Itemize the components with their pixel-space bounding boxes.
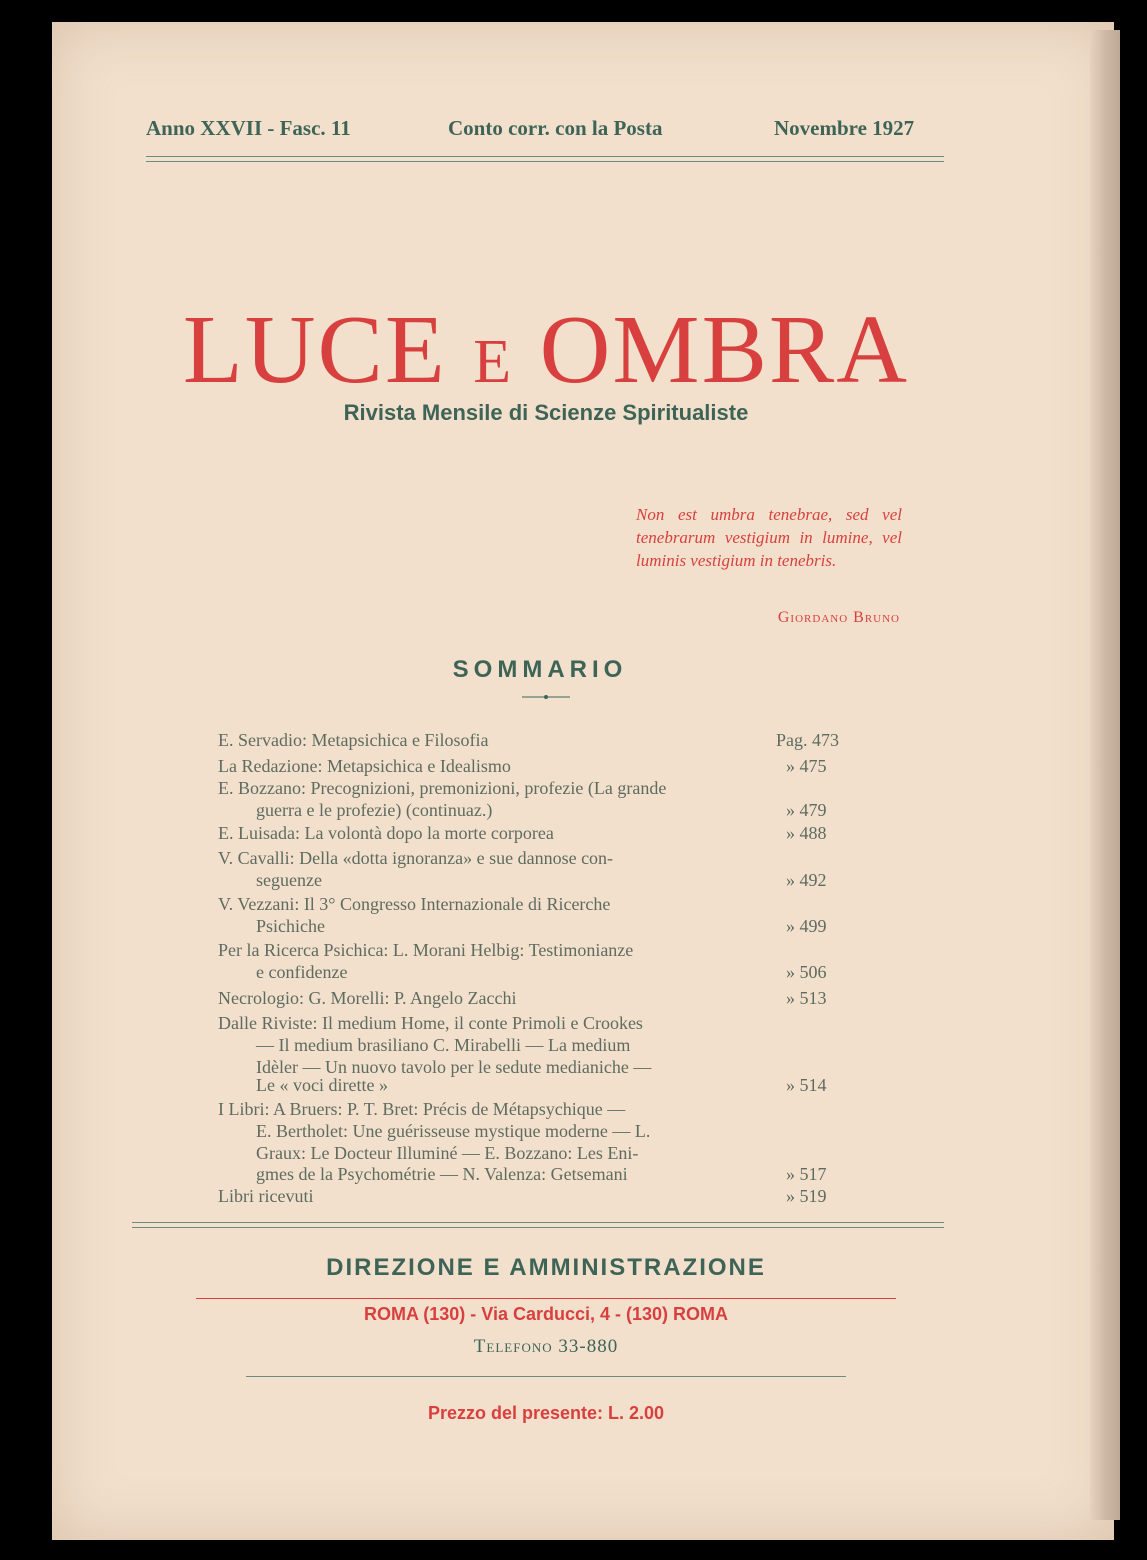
toc-entry: Graux: Le Docteur Illuminé — E. Bozzano: Les Eni- [256, 1143, 639, 1163]
toc-page-number: » 499 [786, 916, 827, 936]
toc-page-number: » 514 [786, 1075, 827, 1095]
toc-entry: V. Cavalli: Della «dotta ignoranza» e sue dannose con- [218, 848, 614, 868]
toc-entry: Per la Ricerca Psichica: L. Morani Helbig: Testimonianze [218, 940, 634, 960]
toc-entry: E. Bozzano: Precognizioni, premonizioni, profezie (La grande [218, 778, 667, 798]
toc-entry: Dalle Riviste: Il medium Home, il conte Primoli e Crookes [218, 1013, 643, 1033]
direction-heading: DIREZIONE E AMMINISTRAZIONE [326, 1254, 766, 1281]
motto-text: Non est umbra tenebrae, sed vel tenebrarum vestigium in lumine, vel luminis vestigium in tenebris. [636, 505, 902, 570]
toc-entry: E. Bertholet: Une guérisseuse mystique moderne — L. [256, 1121, 651, 1141]
address: ROMA (130) - Via Carducci, 4 - (130) ROMA [363, 1304, 729, 1324]
phone-rule [246, 1376, 846, 1377]
header-rule-bottom [146, 161, 944, 162]
toc-entry: gmes de la Psychométrie — N. Valenza: Getsemani [256, 1164, 628, 1184]
toc-entry: La Redazione: Metapsichica e Idealismo [218, 756, 511, 776]
motto-author: Giordano Bruno [777, 609, 900, 626]
toc-page-number: » 492 [786, 870, 827, 890]
toc-entry: e confidenze [256, 962, 348, 982]
toc-entry: Le « voci dirette » [256, 1075, 388, 1095]
toc-page-number: » 513 [786, 988, 827, 1008]
toc-page-number: » 488 [786, 823, 827, 843]
title-luce: LUCE [182, 296, 447, 404]
toc-page-number: » 506 [786, 962, 827, 982]
postal-note: Conto corr. con la Posta [448, 116, 663, 140]
footer-rule-top [132, 1222, 944, 1223]
phone: Telefono 33-880 [473, 1336, 619, 1357]
title-e: E [473, 328, 514, 396]
header-rule-top [146, 156, 944, 157]
ornament-divider-icon [522, 695, 570, 699]
toc-entry: seguenze [256, 870, 322, 890]
masthead-title [146, 294, 946, 406]
footer-rule-bottom [132, 1227, 944, 1228]
toc-entry: E. Servadio: Metapsichica e Filosofia [218, 730, 489, 750]
toc-entry: guerra e le profezie) (continuaz.) [256, 800, 493, 820]
issue-date: Novembre 1927 [774, 116, 915, 140]
cover-spine-edge [1090, 30, 1120, 1520]
title-ombra: OMBRA [539, 296, 910, 404]
toc-page-number: » 517 [786, 1164, 827, 1184]
toc-entry: Idèler — Un nuovo tavolo per le sedute medianiche — [256, 1057, 652, 1077]
toc-entry: Necrologio: G. Morelli: P. Angelo Zacchi [218, 988, 517, 1008]
year-issue: Anno XXVII - Fasc. 11 [146, 116, 351, 140]
toc-page-number: » 519 [786, 1186, 827, 1206]
contents-heading: SOMMARIO [452, 656, 628, 683]
toc-entry: V. Vezzani: Il 3° Congresso Internazionale di Ricerche [218, 894, 611, 914]
toc-entry: — Il medium brasiliano C. Mirabelli — La medium [256, 1035, 631, 1055]
toc-page-number: » 475 [786, 756, 827, 776]
toc-page-number: Pag. 473 [776, 730, 839, 750]
issue-header [146, 116, 946, 146]
toc-entry: I Libri: A Bruers: P. T. Bret: Précis de Métapsychique — [218, 1099, 626, 1119]
address-rule-red [196, 1298, 896, 1299]
price: Prezzo del presente: L. 2.00 [427, 1403, 665, 1423]
toc-page-number: » 479 [786, 800, 827, 820]
toc-entry: E. Luisada: La volontà dopo la morte corporea [218, 823, 554, 843]
toc-entry: Libri ricevuti [218, 1186, 314, 1206]
toc-entry: Psichiche [256, 916, 325, 936]
masthead-subtitle: Rivista Mensile di Scienze Spiritualiste [343, 400, 749, 425]
